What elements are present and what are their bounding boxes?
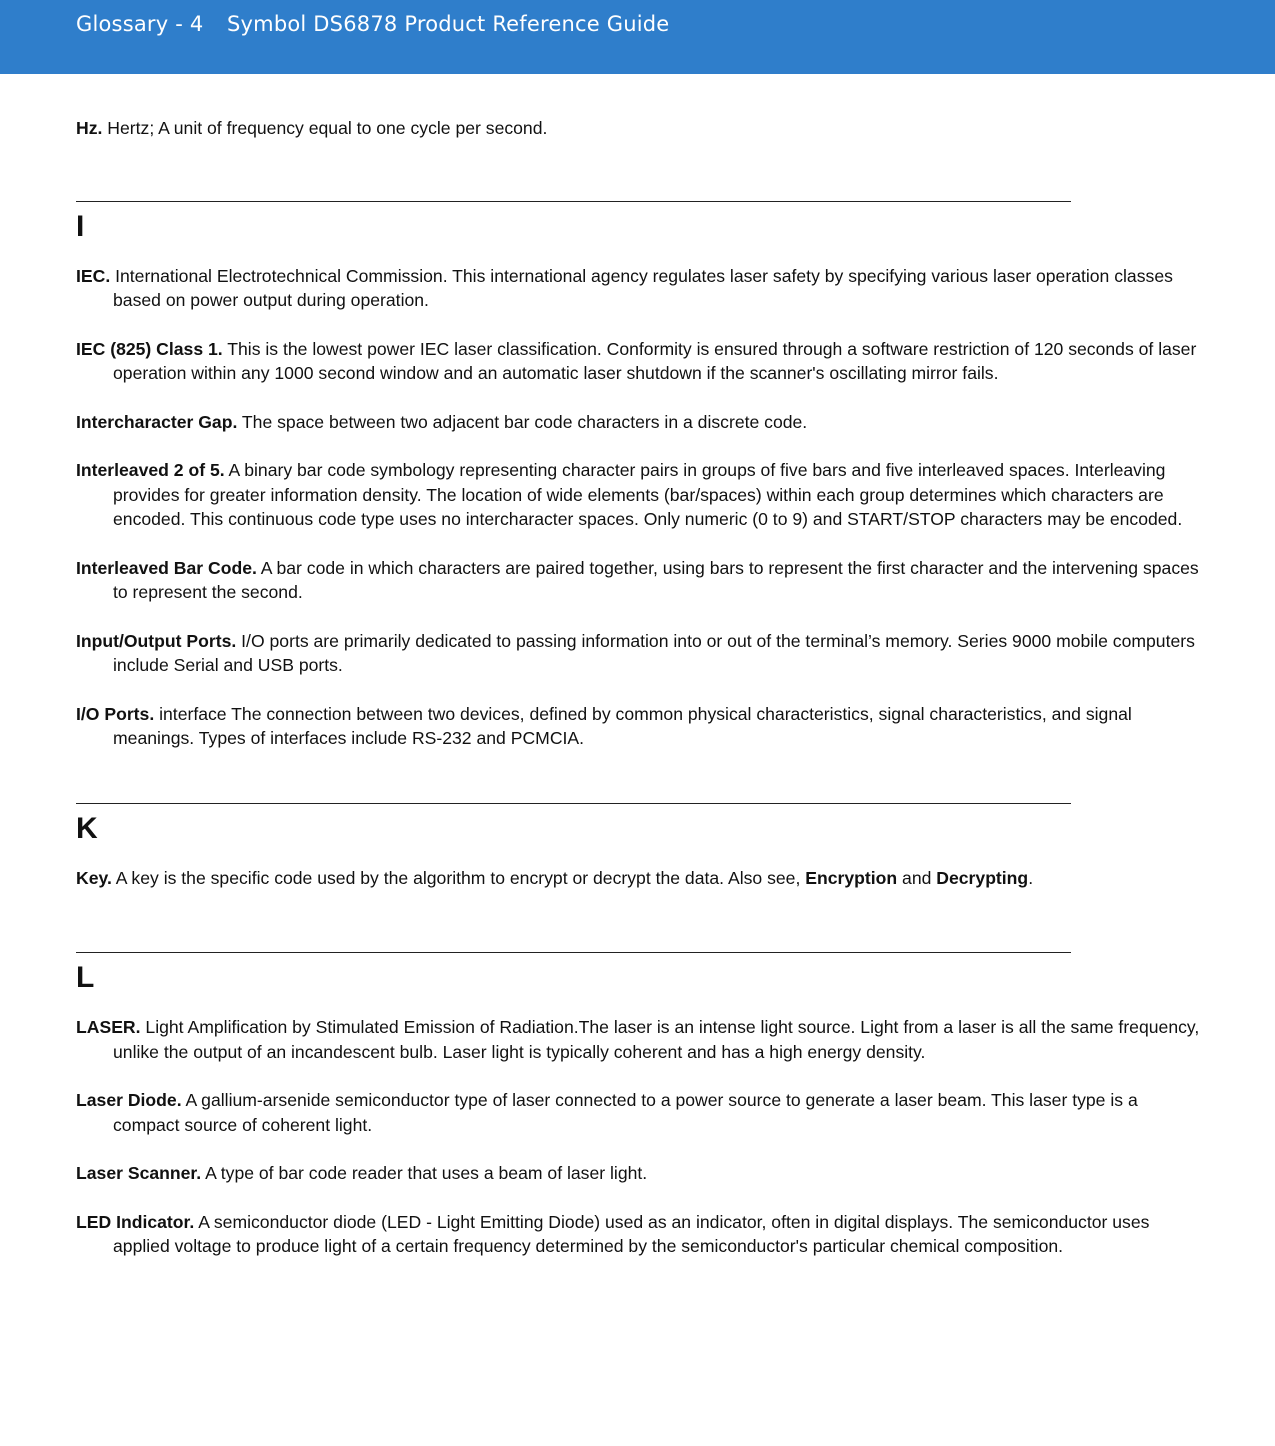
document-title: Symbol DS6878 Product Reference Guide xyxy=(227,12,670,36)
glossary-term: IEC. xyxy=(76,265,111,286)
glossary-section-l xyxy=(76,952,1201,1259)
section-divider xyxy=(76,201,1071,202)
glossary-entry-interleaved-2-of-5 xyxy=(76,458,1201,532)
glossary-definition: A type of bar code reader that uses a beam of laser light. xyxy=(201,1163,648,1183)
sentence-end: . xyxy=(1028,867,1034,888)
section-letter-heading: L xyxy=(76,961,95,994)
cross-reference-decrypting: Decrypting xyxy=(936,867,1029,888)
glossary-term: IEC (825) Class 1. xyxy=(76,338,223,359)
glossary-term: Laser Scanner. xyxy=(76,1163,202,1183)
glossary-definition: Light Amplification by Stimulated Emission of Radiation.The laser is an intense light source. Light from a laser is all the same frequency, unlike the output of an incandescent bulb. Laser light is typically coherent and has a high energy density. xyxy=(113,1017,1200,1062)
glossary-entry-iec-class-1 xyxy=(76,337,1201,386)
section-divider xyxy=(76,803,1071,804)
glossary-entry-laser-diode xyxy=(76,1088,1201,1137)
glossary-definition: A semiconductor diode (LED - Light Emitting Diode) used as an indicator, often in digital displays. The semiconductor uses applied voltage to produce light of a certain frequency determined by the semiconductor's particular chemical composition. xyxy=(113,1211,1150,1256)
glossary-definition: I/O ports are primarily dedicated to passing information into or out of the terminal’s memory. Series 9000 mobile computers include Serial and USB ports. xyxy=(113,630,1195,675)
glossary-term: Laser Diode. xyxy=(76,1090,182,1110)
glossary-definition: A gallium-arsenide semiconductor type of laser connected to a power source to generate a laser beam. This laser type is a compact source of coherent light. xyxy=(113,1090,1138,1135)
glossary-entry-led-indicator xyxy=(76,1210,1201,1259)
glossary-entry-iec xyxy=(76,264,1201,313)
page-number-label: Glossary - 4 xyxy=(76,12,204,36)
glossary-entry-io-ports xyxy=(76,702,1201,751)
glossary-entry-intercharacter-gap xyxy=(76,410,1201,435)
glossary-term: Hz. xyxy=(76,118,103,138)
glossary-term: Interleaved Bar Code. xyxy=(76,557,257,578)
glossary-entry-laser xyxy=(76,1015,1201,1064)
glossary-entry-key xyxy=(76,866,1201,891)
glossary-term: LASER. xyxy=(76,1017,141,1037)
glossary-section-i xyxy=(76,201,1201,751)
glossary-definition: interface The connection between two devices, defined by common physical characteristics, signal characteristics, and signal meanings. Types of interfaces include RS-232 and PCMCIA. xyxy=(113,703,1132,748)
glossary-term: Input/Output Ports. xyxy=(76,630,237,651)
glossary-definition: The space between two adjacent bar code characters in a discrete code. xyxy=(237,411,808,432)
glossary-term: Intercharacter Gap. xyxy=(76,411,238,432)
glossary-entry-input-output-ports xyxy=(76,629,1201,678)
section-divider xyxy=(76,952,1071,953)
glossary-content xyxy=(76,116,1201,1283)
glossary-definition: Hertz; A unit of frequency equal to one cycle per second. xyxy=(102,118,548,138)
cross-reference-encryption: Encryption xyxy=(805,867,898,888)
glossary-definition: This is the lowest power IEC laser classification. Conformity is ensured through a software restriction of 120 seconds of laser operation within any 1000 second window and an automatic laser shutdown if the scanner's oscillating mirror fails. xyxy=(113,338,1197,383)
glossary-term: Interleaved 2 of 5. xyxy=(76,460,225,480)
glossary-term: LED Indicator. xyxy=(76,1211,195,1232)
section-letter-heading: K xyxy=(76,811,98,845)
glossary-definition: A bar code in which characters are paired together, using bars to represent the first character and the intervening spaces to represent the second. xyxy=(113,557,1199,602)
cross-reference-joiner: and xyxy=(897,867,937,888)
glossary-definition: International Electrotechnical Commission. This international agency regulates laser safety by specifying various laser operation classes based on power output during operation. xyxy=(110,265,1173,310)
section-letter-heading: I xyxy=(76,209,85,243)
glossary-term: I/O Ports. xyxy=(76,703,155,724)
glossary-term: Key. xyxy=(76,867,112,888)
page-header-bar xyxy=(0,0,1275,74)
glossary-entry-interleaved-bar-code xyxy=(76,556,1201,605)
glossary-entry-laser-scanner xyxy=(76,1161,1201,1186)
glossary-section-k xyxy=(76,803,1201,891)
glossary-entry-hz xyxy=(76,116,1201,141)
glossary-definition: A binary bar code symbology representing character pairs in groups of five bars and five interleaved spaces. Interleaving provides for greater information density. The location of wide elements (bar/spaces) within each group determines which characters are encoded. This continuous code type uses no intercharacter spaces. Only numeric (0 to 9) and START/STOP characters may be encoded. xyxy=(113,460,1183,529)
glossary-definition: A key is the specific code used by the algorithm to encrypt or decrypt the data. Also see, xyxy=(111,867,806,888)
